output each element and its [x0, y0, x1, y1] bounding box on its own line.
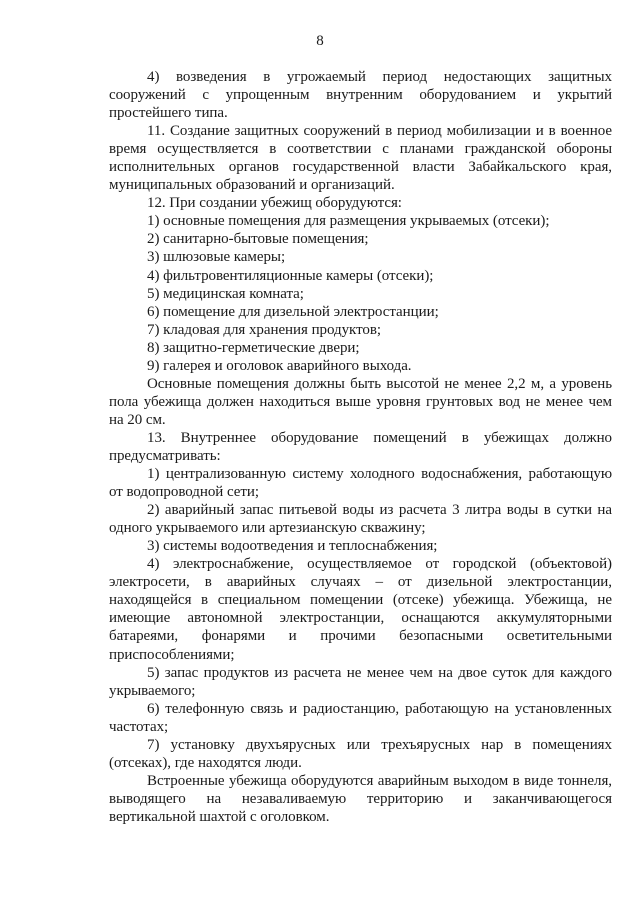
list-item: 3) шлюзовые камеры; — [147, 249, 286, 266]
list-item: 2) аварийный запас питьевой воды из расчета 3 литра воды в сутки на одного укрываемого или артезианскую скважину; — [109, 502, 612, 537]
paragraph-11-mobilization: 11. Создание защитных сооружений в период мобилизации и в военное время осуществляется в соответствии с планами гражданской обороны исполнительных органов государственной власти Забайкальского края, муниципальных образований и организаций. — [109, 123, 612, 194]
paragraph-emergency-exit: Встроенные убежища оборудуются аварийным выходом в виде тоннеля, выводящего на незаваливаемую территорию и заканчивающегося вертикальной шахтой с оголовком. — [109, 772, 612, 825]
paragraph-item-4-construction: 4) возведения в угрожаемый период недостающих защитных сооружений с упрощенным внутренним оборудованием и укрытий простейшего типа. — [109, 69, 612, 122]
page-number: 8 — [316, 33, 324, 49]
list-item: 6) телефонную связь и радиостанцию, работающую на установленных частотах; — [109, 700, 612, 735]
list-item: 6) помещение для дизельной электростанции; — [147, 303, 439, 320]
paragraph-12-intro: 12. При создании убежищ оборудуются: — [147, 195, 402, 212]
list-item: 7) установку двухъярусных или трехъярусных нар в помещениях (отсеках), где находятся люди. — [109, 736, 612, 771]
list-item: 5) запас продуктов из расчета не менее чем на двое суток для каждого укрываемого; — [109, 664, 612, 699]
list-item: 7) кладовая для хранения продуктов; — [147, 321, 381, 338]
list-item: 5) медицинская комната; — [147, 285, 304, 302]
list-item: 9) галерея и оголовок аварийного выхода. — [147, 357, 412, 374]
list-item: 1) централизованную систему холодного водоснабжения, работающую от водопроводной сети; — [109, 466, 612, 501]
paragraph-13-intro: 13. Внутреннее оборудование помещений в убежищах должно предусматривать: — [109, 429, 612, 464]
list-item: 8) защитно-герметические двери; — [147, 339, 360, 356]
document-body — [109, 68, 612, 826]
list-item: 1) основные помещения для размещения укрываемых (отсеки); — [147, 213, 550, 230]
list-item: 4) электроснабжение, осуществляемое от городской (объектовой) электросети, в аварийных случаях – от дизельной электростанции, находящейся в специальном помещении (отсеке) убежища. Убежища, не имеющие автономной электростанции, оснащаются аккумуляторными батареями, фонарями и прочими безопасными осветительными приспособлениями; — [109, 556, 612, 663]
list-item: 4) фильтровентиляционные камеры (отсеки); — [147, 267, 434, 284]
list-item: 3) системы водоотведения и теплоснабжения; — [147, 538, 438, 555]
list-item: 2) санитарно-бытовые помещения; — [147, 231, 369, 248]
paragraph-room-height: Основные помещения должны быть высотой не менее 2,2 м, а уровень пола убежища должен находиться выше уровня грунтовых вод не менее чем на 20 см. — [109, 375, 612, 428]
